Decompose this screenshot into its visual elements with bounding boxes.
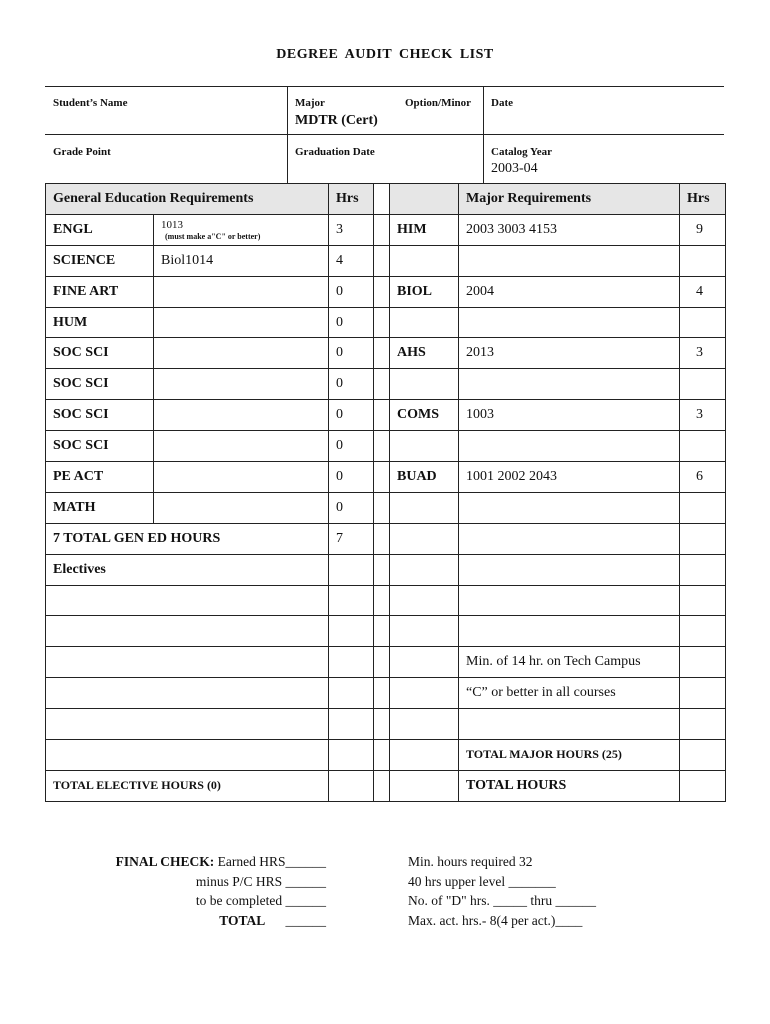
gen-ed-subject: MATH xyxy=(46,492,154,523)
major-subject[interactable] xyxy=(390,431,459,462)
catalog-year-cell[interactable] xyxy=(484,135,724,183)
gen-ed-subject: HUM xyxy=(46,307,154,338)
major-hrs: 3 xyxy=(680,400,726,431)
elective-course-cell[interactable] xyxy=(46,647,329,678)
major-blank-cell[interactable] xyxy=(390,616,459,647)
final-check-left xyxy=(60,852,326,930)
elective-hrs-cell[interactable] xyxy=(329,585,374,616)
major-blank-cell[interactable] xyxy=(680,647,726,678)
page-title: DEGREE AUDIT CHECK LIST xyxy=(276,47,494,62)
major-value: MDTR (Cert) xyxy=(295,113,378,128)
major-hrs: 6 xyxy=(680,462,726,493)
student-name-cell[interactable] xyxy=(45,87,288,135)
column-gap xyxy=(374,276,390,307)
gen-ed-subject: PE ACT xyxy=(46,462,154,493)
elective-course-cell[interactable] xyxy=(46,678,329,709)
major-blank-cell[interactable] xyxy=(390,740,459,771)
major-subject[interactable] xyxy=(390,369,459,400)
upper-level-line: 40 hrs upper level _______ xyxy=(408,873,556,889)
gen-ed-course[interactable] xyxy=(154,369,329,400)
major-blank-cell[interactable] xyxy=(680,554,726,585)
major-blank-cell[interactable] xyxy=(390,678,459,709)
major-courses: 1001 2002 2043 xyxy=(459,462,680,493)
gen-ed-subject: SCIENCE xyxy=(46,245,154,276)
catalog-year-value: 2003-04 xyxy=(491,161,538,176)
student-info-header xyxy=(45,86,724,183)
elective-course-cell[interactable] xyxy=(46,616,329,647)
column-gap xyxy=(374,740,390,771)
table-row xyxy=(46,585,726,616)
major-subject: AHS xyxy=(390,338,459,369)
gen-ed-total-label: 7 TOTAL GEN ED HOURS xyxy=(46,523,329,554)
major-subject[interactable] xyxy=(390,245,459,276)
total-blank-line: ______ xyxy=(265,912,326,928)
major-courses[interactable] xyxy=(459,307,680,338)
major-courses: 2003 3003 4153 xyxy=(459,214,680,245)
column-gap xyxy=(374,585,390,616)
major-courses[interactable] xyxy=(459,369,680,400)
major-blank-cell[interactable] xyxy=(680,709,726,740)
grade-point-label: Grade Point xyxy=(53,146,111,158)
table-row xyxy=(46,616,726,647)
engl-course-code: 1013 xyxy=(161,218,183,231)
gen-ed-hrs: 0 xyxy=(329,492,374,523)
major-hrs[interactable] xyxy=(680,431,726,462)
column-gap xyxy=(374,307,390,338)
minus-pc-hrs-line: minus P/C HRS ______ xyxy=(195,873,326,889)
major-blank-cell[interactable] xyxy=(459,554,680,585)
table-row xyxy=(46,369,726,400)
major-blank-heading xyxy=(390,184,459,215)
major-blank-cell[interactable] xyxy=(390,492,459,523)
major-blank-cell[interactable] xyxy=(459,585,680,616)
table-row xyxy=(46,400,726,431)
elective-hrs-cell[interactable] xyxy=(329,678,374,709)
major-courses[interactable] xyxy=(459,431,680,462)
graduation-date-label: Graduation Date xyxy=(295,146,375,158)
major-blank-cell[interactable] xyxy=(680,523,726,554)
major-hrs[interactable] xyxy=(680,369,726,400)
min-hours-line: Min. hours required 32 xyxy=(408,854,533,869)
major-blank-cell[interactable] xyxy=(390,585,459,616)
major-blank-cell[interactable] xyxy=(680,585,726,616)
major-blank-cell[interactable] xyxy=(390,770,459,801)
column-gap xyxy=(374,245,390,276)
elective-hrs-cell[interactable] xyxy=(329,647,374,678)
gen-ed-course[interactable] xyxy=(154,492,329,523)
to-be-completed-line: to be completed ______ xyxy=(195,893,326,908)
major-hrs: 9 xyxy=(680,214,726,245)
major-courses: 2013 xyxy=(459,338,680,369)
final-check-label: FINAL CHECK: xyxy=(115,854,215,869)
major-heading: Major Requirements xyxy=(459,184,680,215)
major-blank-cell[interactable] xyxy=(680,616,726,647)
table-row xyxy=(46,431,726,462)
final-check-right xyxy=(408,852,596,930)
table-row xyxy=(46,740,726,771)
gen-ed-total-hrs: 7 xyxy=(329,523,374,554)
elective-course-cell[interactable] xyxy=(46,740,329,771)
major-subject: BUAD xyxy=(390,462,459,493)
column-gap xyxy=(374,554,390,585)
gen-ed-course[interactable] xyxy=(154,338,329,369)
table-row xyxy=(46,647,726,678)
student-name-label: Student’s Name xyxy=(53,97,128,109)
gen-ed-subject: FINE ART xyxy=(46,276,154,307)
max-act-line: Max. act. hrs.- 8(4 per act.)____ xyxy=(408,912,583,928)
gen-ed-hrs: 0 xyxy=(329,369,374,400)
major-blank-cell[interactable] xyxy=(390,554,459,585)
total-hours-label: TOTAL HOURS xyxy=(459,770,680,801)
table-row xyxy=(46,523,726,554)
option-minor-label: Option/Minor xyxy=(405,97,472,109)
major-hrs[interactable] xyxy=(680,245,726,276)
table-row xyxy=(46,307,726,338)
gen-ed-hrs: 0 xyxy=(329,276,374,307)
total-major-hours-label: TOTAL MAJOR HOURS (25) xyxy=(459,740,680,771)
major-blank-cell[interactable] xyxy=(390,709,459,740)
column-gap xyxy=(374,492,390,523)
gen-ed-course[interactable] xyxy=(154,307,329,338)
column-gap xyxy=(374,770,390,801)
table-row xyxy=(46,276,726,307)
gen-ed-subject: SOC SCI xyxy=(46,400,154,431)
major-subject[interactable] xyxy=(390,307,459,338)
min-campus-note: Min. of 14 hr. on Tech Campus xyxy=(459,647,680,678)
major-hrs: 4 xyxy=(680,276,726,307)
catalog-year-label: Catalog Year xyxy=(491,146,552,158)
column-gap xyxy=(374,647,390,678)
elective-hrs-cell[interactable] xyxy=(329,554,374,585)
table-header-row xyxy=(46,184,726,215)
major-blank-cell[interactable] xyxy=(390,523,459,554)
date-label: Date xyxy=(491,97,513,109)
earned-hrs-line: Earned HRS______ xyxy=(214,854,326,869)
major-hrs[interactable] xyxy=(680,307,726,338)
table-row xyxy=(46,462,726,493)
gen-ed-course[interactable] xyxy=(154,431,329,462)
table-row xyxy=(46,492,726,523)
major-blank-cell[interactable] xyxy=(459,492,680,523)
gen-ed-hrs-heading: Hrs xyxy=(329,184,374,215)
gen-ed-hrs: 0 xyxy=(329,462,374,493)
gen-ed-course[interactable] xyxy=(154,462,329,493)
major-blank-cell[interactable] xyxy=(459,616,680,647)
elective-hrs-cell[interactable] xyxy=(329,616,374,647)
gen-ed-heading: General Education Requirements xyxy=(46,184,329,215)
column-gap xyxy=(374,214,390,245)
gen-ed-hrs: 4 xyxy=(329,245,374,276)
major-blank-cell[interactable] xyxy=(680,492,726,523)
total-hours-cell[interactable] xyxy=(680,770,726,801)
elective-course-cell[interactable] xyxy=(46,585,329,616)
graduation-date-cell[interactable] xyxy=(288,135,484,183)
total-major-hours-cell[interactable] xyxy=(680,740,726,771)
total-elective-hours-label: TOTAL ELECTIVE HOURS (0) xyxy=(46,770,329,801)
gen-ed-course[interactable]: Biol1014 xyxy=(154,245,329,276)
c-better-note: “C” or better in all courses xyxy=(459,678,680,709)
major-subject: COMS xyxy=(390,400,459,431)
gen-ed-course[interactable] xyxy=(154,276,329,307)
major-subject: BIOL xyxy=(390,276,459,307)
column-gap xyxy=(374,462,390,493)
column-gap xyxy=(374,523,390,554)
major-blank-cell[interactable] xyxy=(459,523,680,554)
major-courses[interactable] xyxy=(459,245,680,276)
table-row xyxy=(46,245,726,276)
column-gap xyxy=(374,184,390,215)
table-row xyxy=(46,338,726,369)
major-blank-cell[interactable] xyxy=(459,709,680,740)
table-row xyxy=(46,678,726,709)
major-label: Major xyxy=(295,97,325,109)
major-courses: 1003 xyxy=(459,400,680,431)
major-hrs: 3 xyxy=(680,338,726,369)
total-label: TOTAL xyxy=(219,912,266,928)
table-row xyxy=(46,214,726,245)
gen-ed-hrs: 3 xyxy=(329,214,374,245)
gen-ed-subject: SOC SCI xyxy=(46,369,154,400)
column-gap xyxy=(374,678,390,709)
major-cell[interactable] xyxy=(288,87,484,135)
major-hrs-heading: Hrs xyxy=(680,184,726,215)
gen-ed-course[interactable] xyxy=(154,214,329,245)
column-gap xyxy=(374,616,390,647)
major-blank-cell[interactable] xyxy=(390,647,459,678)
elective-hrs-cell[interactable] xyxy=(329,740,374,771)
major-subject: HIM xyxy=(390,214,459,245)
gen-ed-hrs: 0 xyxy=(329,307,374,338)
table-row xyxy=(46,770,726,801)
gen-ed-hrs: 0 xyxy=(329,400,374,431)
total-elective-hours-cell[interactable] xyxy=(329,770,374,801)
column-gap xyxy=(374,709,390,740)
requirements-table xyxy=(45,183,726,802)
gen-ed-subject: ENGL xyxy=(46,214,154,245)
elective-hrs-cell[interactable] xyxy=(329,709,374,740)
gen-ed-subject: SOC SCI xyxy=(46,338,154,369)
gen-ed-hrs: 0 xyxy=(329,431,374,462)
electives-label: Electives xyxy=(46,554,329,585)
table-row xyxy=(46,709,726,740)
gen-ed-course[interactable] xyxy=(154,400,329,431)
column-gap xyxy=(374,369,390,400)
engl-grade-note: (must make a"C" or better) xyxy=(165,231,261,241)
d-hrs-line: No. of "D" hrs. _____ thru ______ xyxy=(408,893,597,908)
elective-course-cell[interactable] xyxy=(46,709,329,740)
column-gap xyxy=(374,431,390,462)
column-gap xyxy=(374,400,390,431)
major-courses: 2004 xyxy=(459,276,680,307)
date-cell[interactable] xyxy=(484,87,724,135)
gen-ed-subject: SOC SCI xyxy=(46,431,154,462)
column-gap xyxy=(374,338,390,369)
gen-ed-hrs: 0 xyxy=(329,338,374,369)
table-row xyxy=(46,554,726,585)
major-blank-cell[interactable] xyxy=(680,678,726,709)
grade-point-cell[interactable] xyxy=(45,135,288,183)
